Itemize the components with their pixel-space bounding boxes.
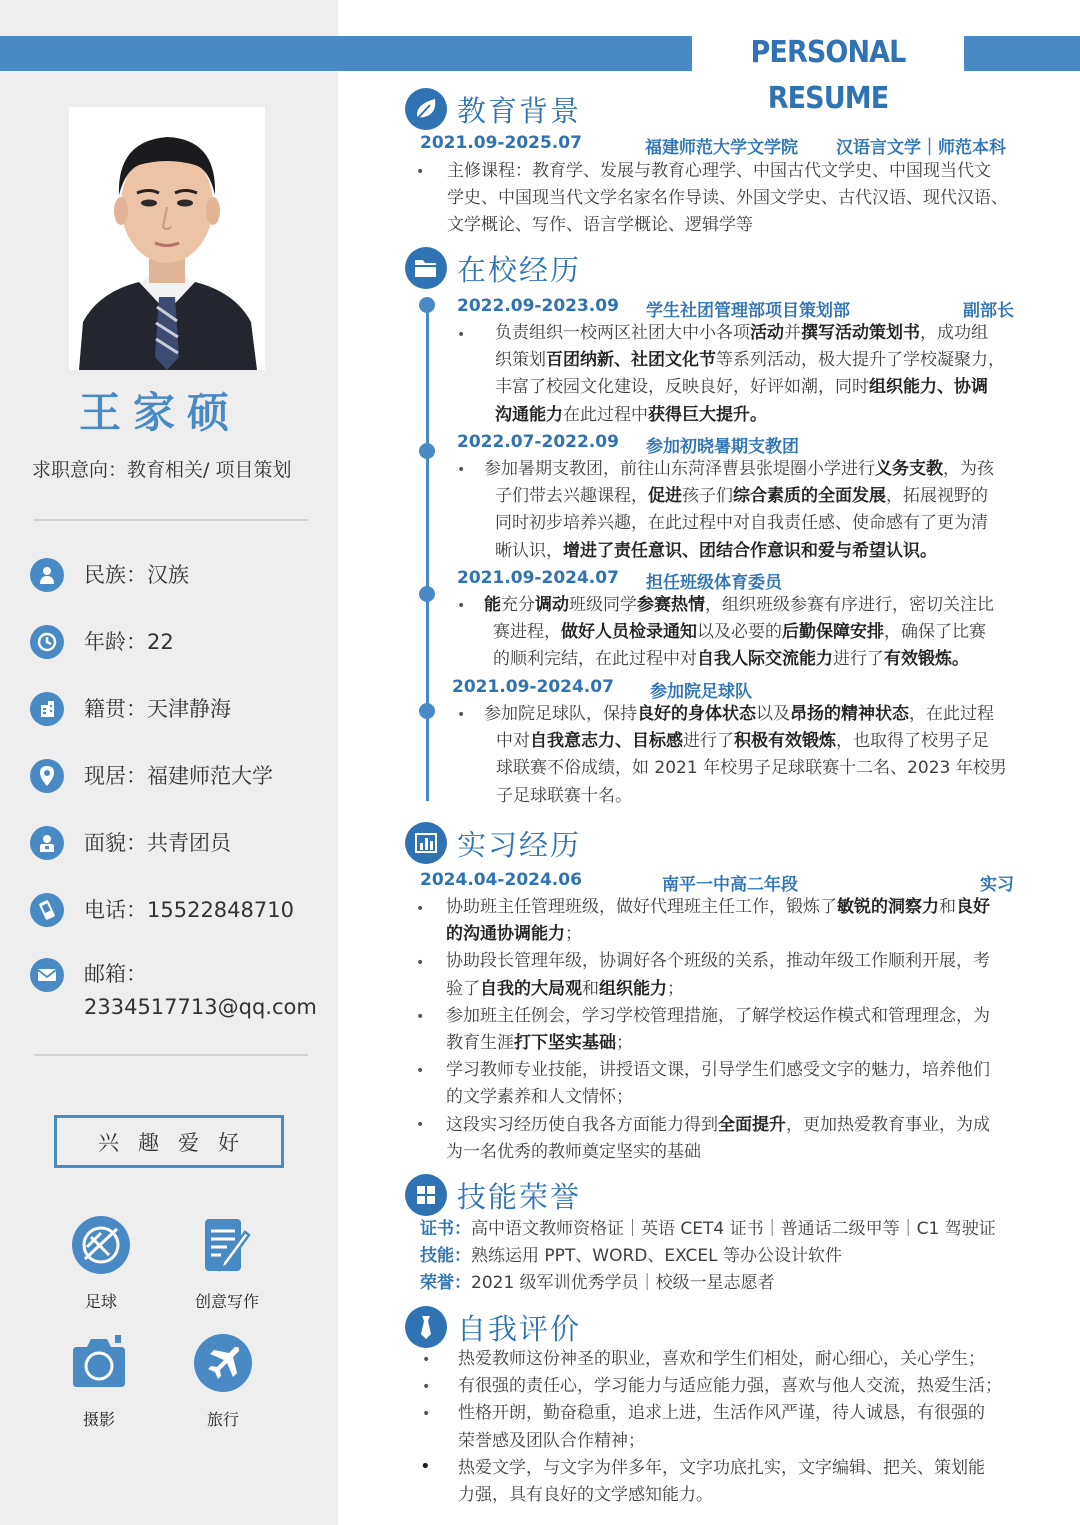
phone-icon bbox=[30, 893, 64, 927]
info-residence-text: 现居：福建师范大学 bbox=[84, 764, 273, 788]
info-ethnicity bbox=[30, 558, 189, 592]
timeline-dot bbox=[419, 703, 435, 719]
clock-icon bbox=[30, 625, 64, 659]
campus-org: 参加初晓暑期支教团 bbox=[646, 437, 799, 457]
windows-grid-icon bbox=[405, 1174, 447, 1216]
folder-icon bbox=[405, 247, 447, 289]
skill-row: 技能：熟练运用 PPT、WORD、EXCEL 等办公设计软件 bbox=[420, 1246, 843, 1267]
desc-line: 学习教师专业技能，讲授语文课，引导学生们感受文字的魅力，培养他们 bbox=[446, 1060, 990, 1081]
section-internship bbox=[405, 822, 581, 864]
campus-desc-0 bbox=[495, 320, 1035, 429]
desc-line: 性格开朗，勤奋稳重，追求上进，生活作风严谨，待人诚恳，有很强的 bbox=[458, 1403, 985, 1424]
info-politics-text: 面貌：共青团员 bbox=[84, 831, 231, 855]
desc-line: 有很强的责任心，学习能力与适应能力强，喜欢与他人交流，热爱生活； bbox=[458, 1376, 1002, 1397]
desc-line: 织策划百团纳新、社团文化节等系列活动，极大提升了学校凝聚力， bbox=[495, 350, 1005, 371]
edu-courses bbox=[447, 158, 1027, 240]
hobby-label: 足球 bbox=[84, 1292, 117, 1311]
sidebar-divider bbox=[34, 519, 308, 521]
airplane-icon bbox=[193, 1333, 253, 1393]
bullet-dot: • bbox=[416, 1063, 425, 1079]
desc-line: 荣誉感及团队合作精神； bbox=[458, 1430, 645, 1451]
hobby-travel bbox=[168, 1333, 278, 1430]
desc-line: 赛进程，做好人员检录通知以及必要的后勤保障安排，确保了比赛 bbox=[493, 622, 986, 643]
section-title: 教育背景 bbox=[457, 93, 582, 128]
info-ethnicity-text: 民族：汉族 bbox=[84, 563, 189, 587]
desc-line: 验了自我的大局观和组织能力； bbox=[446, 978, 684, 999]
desc-line: 沟通能力在此过程中获得巨大提升。 bbox=[495, 404, 767, 425]
desc-line: 热爱教师这份神圣的职业，喜欢和学生们相处，耐心细心，关心学生； bbox=[458, 1349, 985, 1369]
hobby-label: 摄影 bbox=[82, 1410, 115, 1429]
section-education bbox=[405, 88, 581, 130]
desc-line: 能充分调动班级同学参赛热情，组织班级参赛有序进行，密切关注比 bbox=[484, 595, 994, 615]
person-icon bbox=[30, 558, 64, 592]
desc-line: 晰认识，增进了责任意识、团结合作意识和爱与希望认识。 bbox=[495, 540, 937, 561]
desc-line: 力强，具有良好的文学感知能力。 bbox=[458, 1485, 713, 1506]
info-email bbox=[30, 958, 316, 1024]
intern-org: 南平一中高二年段 bbox=[662, 875, 798, 895]
desc-line: 中对自我意志力、目标感进行了积极有效锻炼，也取得了校男子足 bbox=[496, 731, 989, 752]
bullet-dot: • bbox=[416, 164, 425, 180]
campus-period: 2022.09-2023.09 bbox=[457, 296, 619, 316]
edu-major: 汉语言文学｜师范本科 bbox=[836, 138, 1006, 158]
desc-line: 同时初步培养兴趣，在此过程中对自我责任感、使命感有了更为清 bbox=[495, 513, 988, 534]
section-title: 实习经历 bbox=[457, 827, 582, 862]
user-badge-icon bbox=[30, 826, 64, 860]
bullet-dot: • bbox=[416, 1009, 425, 1025]
bullet-dot: • bbox=[416, 901, 425, 917]
bullet-dot: • bbox=[457, 707, 466, 723]
desc-line: 负责组织一校两区社团大中小各项活动并撰写活动策划书，成功组 bbox=[495, 323, 988, 343]
info-origin-text: 籍贯：天津静海 bbox=[84, 697, 231, 721]
info-phone-text: 电话：15522848710 bbox=[84, 898, 294, 922]
building-icon bbox=[30, 692, 64, 726]
campus-org: 参加院足球队 bbox=[650, 682, 752, 702]
campus-period: 2021.09-2024.07 bbox=[452, 677, 614, 697]
desc-line: 参加院足球队，保持良好的身体状态以及昂扬的精神状态，在此过程 bbox=[484, 704, 994, 724]
desc-line: 子们带去兴趣课程，促进孩子们综合素质的全面发展，拓展视野的 bbox=[495, 486, 988, 507]
hobby-writing bbox=[172, 1215, 282, 1312]
football-icon bbox=[71, 1215, 131, 1275]
info-residence bbox=[30, 759, 273, 793]
campus-org: 担任班级体育委员 bbox=[646, 573, 782, 593]
desc-line: 教育生涯打下坚实基础； bbox=[446, 1033, 633, 1054]
info-origin bbox=[30, 692, 231, 726]
campus-desc-2 bbox=[484, 592, 1034, 674]
edu-courses-line: 主修课程：教育学、发展与教育心理学、中国古代文学史、中国现当代文 bbox=[447, 161, 991, 181]
info-age-text: 年龄：22 bbox=[84, 630, 174, 654]
campus-period: 2022.07-2022.09 bbox=[457, 432, 619, 452]
header-band-left bbox=[0, 36, 692, 71]
sidebar-divider bbox=[34, 1054, 308, 1056]
info-politics bbox=[30, 826, 231, 860]
hobby-label: 旅行 bbox=[206, 1410, 239, 1429]
desc-line: 球联赛不俗成绩，如 2021 年校男子足球联赛十二名、2023 年校男 bbox=[496, 758, 1007, 779]
desc-line: 子足球联赛十名。 bbox=[496, 785, 632, 806]
desc-line: 协助段长管理年级，协调好各个班级的关系，推动年级工作顺利开展，考 bbox=[446, 951, 990, 972]
section-self bbox=[405, 1306, 581, 1348]
desc-line: 丰富了校园文化建设，反映良好，好评如潮，同时组织能力、协调 bbox=[495, 377, 988, 398]
skills-list bbox=[420, 1216, 1040, 1298]
desc-line: 参加暑期支教团，前往山东菏泽曹县张堤圈小学进行义务支教，为孩 bbox=[484, 459, 994, 479]
mail-icon bbox=[30, 958, 64, 992]
bullet-dot: • bbox=[422, 1379, 431, 1395]
edu-courses-line: 学史、中国现当代文学名家名作导读、外国文学史、古代汉语、现代汉语、 bbox=[447, 188, 1008, 209]
section-campus bbox=[405, 247, 581, 289]
skill-row: 荣誉：2021 级军训优秀学员｜校级一星志愿者 bbox=[420, 1273, 775, 1294]
pen-paper-icon bbox=[197, 1215, 257, 1275]
hobby-photography bbox=[44, 1333, 154, 1430]
campus-desc-3 bbox=[484, 701, 1034, 810]
desc-line: 为一名优秀的教师奠定坚实的基础 bbox=[446, 1141, 701, 1162]
leaf-icon bbox=[405, 88, 447, 130]
section-skills bbox=[405, 1174, 581, 1216]
section-title: 技能荣誉 bbox=[457, 1179, 582, 1214]
campus-role: 副部长 bbox=[963, 301, 1014, 321]
hobby-football bbox=[46, 1215, 156, 1312]
skill-row: 证书：高中语文教师资格证｜英语 CET4 证书｜普通话二级甲等｜C1 驾驶证 bbox=[420, 1219, 996, 1239]
self-desc bbox=[458, 1346, 1038, 1509]
desc-line: 热爱文学，与文字为伴多年，文字功底扎实，文字编辑、把关、策划能 bbox=[458, 1457, 985, 1478]
intern-period: 2024.04-2024.06 bbox=[420, 870, 582, 890]
bullet-dot: • bbox=[422, 1406, 431, 1422]
bullet-dot: • bbox=[416, 955, 425, 971]
camera-icon bbox=[69, 1333, 129, 1393]
info-email-text: 邮箱：2334517713@qq.com bbox=[84, 962, 317, 1019]
timeline-dot bbox=[419, 586, 435, 602]
location-pin-icon bbox=[30, 759, 64, 793]
info-phone bbox=[30, 893, 294, 927]
timeline-dot bbox=[419, 297, 435, 313]
bullet-dot: • bbox=[457, 462, 466, 478]
timeline-dot bbox=[419, 443, 435, 459]
desc-line: 的顺利完结，在此过程中对自我人际交流能力进行了有效锻炼。 bbox=[493, 649, 969, 670]
edu-courses-line: 文学概论、写作、语言学概论、逻辑学等 bbox=[447, 215, 753, 236]
job-intent: 求职意向：教育相关/ 项目策划 bbox=[32, 459, 292, 481]
section-title: 在校经历 bbox=[457, 252, 582, 287]
header-band-right bbox=[964, 36, 1080, 71]
intern-role: 实习 bbox=[980, 875, 1014, 895]
bullet-dot: • bbox=[416, 1117, 425, 1133]
hobbies-title: 兴趣爱好 bbox=[54, 1115, 284, 1168]
desc-line: 的沟通协调能力； bbox=[446, 924, 582, 945]
desc-line: 协助班主任管理班级，做好代理班主任工作，锻炼了敏锐的洞察力和良好 bbox=[446, 897, 990, 917]
edu-school: 福建师范大学文学院 bbox=[645, 138, 798, 158]
hobby-label: 创意写作 bbox=[194, 1292, 259, 1311]
tie-icon bbox=[405, 1306, 447, 1348]
bullet-dot: • bbox=[420, 1456, 431, 1477]
timeline-line bbox=[426, 298, 429, 801]
desc-line: 这段实习经历使自我各方面能力得到全面提升，更加热爱教育事业，为成 bbox=[446, 1114, 990, 1135]
intern-desc bbox=[446, 894, 1036, 1166]
desc-line: 参加班主任例会，学习学校管理措施，了解学校运作模式和管理理念，为 bbox=[446, 1005, 990, 1026]
profile-photo bbox=[69, 107, 265, 370]
bullet-dot: • bbox=[457, 598, 466, 614]
desc-line: 的文学素养和人文情怀； bbox=[446, 1087, 633, 1108]
bar-chart-icon bbox=[405, 822, 447, 864]
bullet-dot: • bbox=[457, 327, 466, 343]
campus-desc-1 bbox=[484, 456, 1034, 565]
section-title: 自我评价 bbox=[457, 1311, 582, 1346]
campus-period: 2021.09-2024.07 bbox=[457, 568, 619, 588]
edu-period: 2021.09-2025.07 bbox=[420, 133, 582, 153]
profile-name: 王家硕 bbox=[78, 388, 241, 437]
bullet-dot: • bbox=[422, 1352, 431, 1368]
campus-org: 学生社团管理部项目策划部 bbox=[646, 301, 850, 321]
resume-title: PERSONAL RESUME bbox=[750, 35, 906, 116]
info-age bbox=[30, 625, 174, 659]
